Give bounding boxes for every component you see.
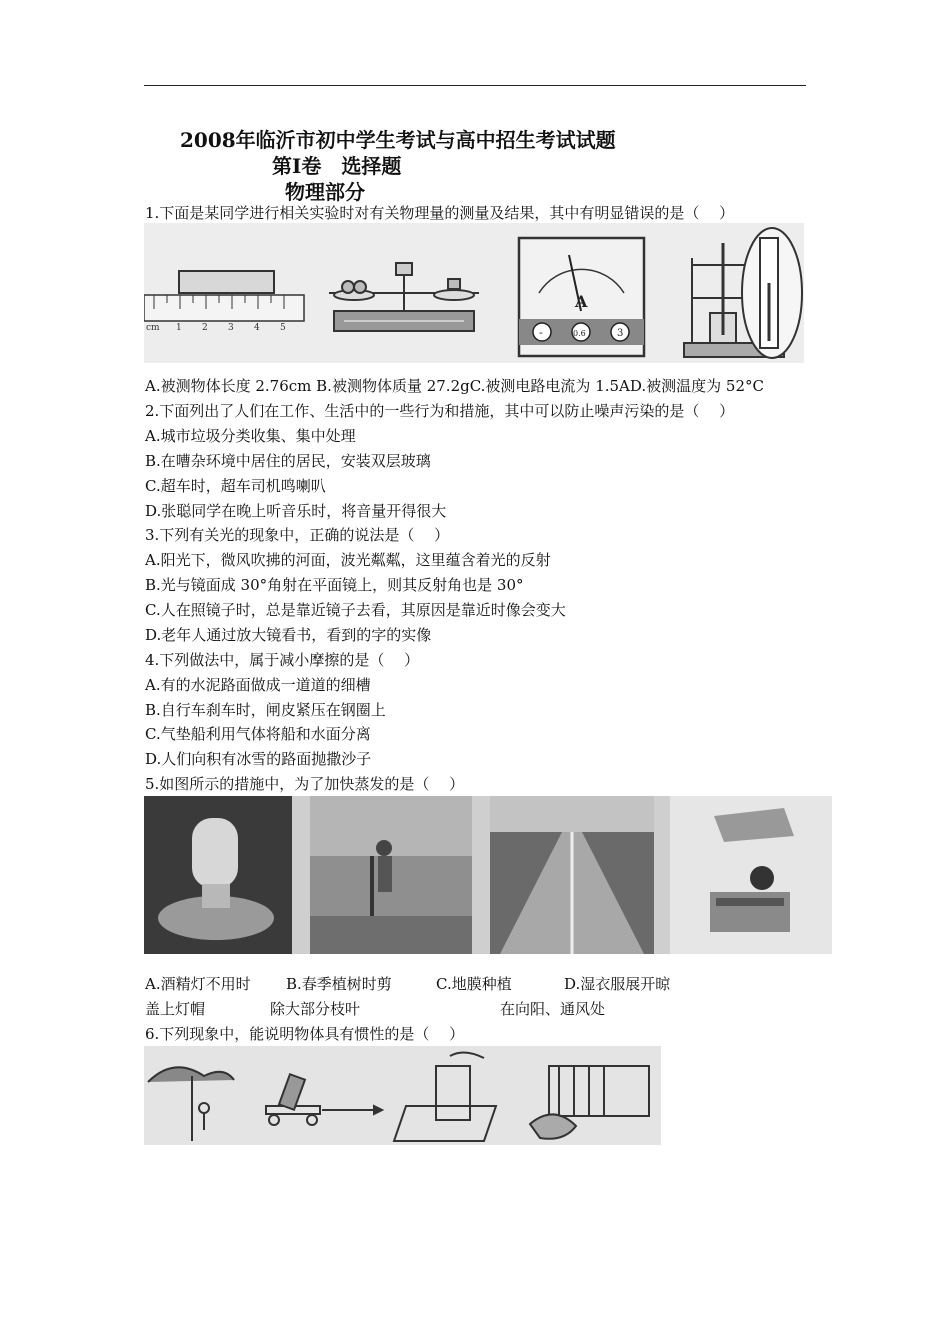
q5-stem: 5.如图所示的措施中，为了加快蒸发的是（ ） [145, 775, 465, 793]
exam-title: 2008年临沂市初中学生考试与高中招生考试试题 [180, 128, 616, 152]
ammeter-terminal: 3 [617, 328, 624, 339]
ruler-tick-label: 1 [176, 323, 182, 333]
q4-option-d: D.人们向积有冰雪的路面抛撒沙子 [145, 750, 372, 768]
q5-option-c: C.地膜种植 [436, 975, 512, 993]
q1-stem: 1.下面是某同学进行相关实验时对有关物理量的测量及结果，其中有明显错误的是（ ） [145, 204, 735, 222]
volume-title: 第Ⅰ卷 选择题 [272, 154, 402, 178]
ruler-unit: cm [146, 323, 160, 333]
ammeter-label: A [575, 292, 588, 311]
q1-figure [144, 223, 804, 363]
q3-stem: 3.下列有关光的现象中，正确的说法是（ ） [145, 526, 450, 544]
card-cup-sketch [394, 1052, 496, 1141]
ruler-tick-label: 2 [202, 323, 208, 333]
q5-option-a-line2: 盖上灯帽 [145, 1000, 206, 1018]
q2-option-a: A.城市垃圾分类收集、集中处理 [145, 427, 356, 445]
ruler-tick-label: 5 [280, 323, 286, 333]
q6-figure [144, 1046, 661, 1145]
ammeter-figure [519, 238, 644, 356]
cart-block-sketch [266, 1074, 382, 1125]
ammeter-terminal: 0.6 [573, 329, 586, 338]
q3-option-d: D.老年人通过放大镜看书，看到的字的实像 [145, 626, 432, 644]
q5-option-d-line2: 在向阳、通风处 [500, 1000, 606, 1018]
q2-option-d: D.张聪同学在晚上听音乐时，将音量开得很大 [145, 502, 447, 520]
q2-option-b: B.在嘈杂环境中居住的居民，安装双层玻璃 [145, 452, 431, 470]
thermometer-figure [684, 228, 802, 358]
q6-stem: 6.下列现象中，能说明物体具有惯性的是（ ） [145, 1025, 465, 1043]
q5-option-b-line2: 除大部分枝叶 [270, 1000, 361, 1018]
q5-figure [144, 796, 832, 954]
q2-option-c: C.超车时，超车司机鸣喇叭 [145, 477, 326, 495]
q4-option-a: A.有的水泥路面做成一道道的细槽 [145, 676, 371, 694]
plastic-mulch-photo [490, 796, 654, 954]
q3-option-a: A.阳光下，微风吹拂的河面，波光粼粼，这里蕴含着光的反射 [145, 551, 551, 569]
alcohol-lamp-photo [144, 796, 292, 954]
shaking-tree-sketch [148, 1067, 234, 1141]
ruler-figure [144, 271, 304, 333]
q5-option-a-line1: A.酒精灯不用时 [145, 975, 251, 993]
q1-options: A.被测物体长度 2.76cm B.被测物体质量 27.2gC.被测电路电流为 1.5AD.被测温度为 52°C [145, 377, 764, 395]
q5-option-b-line1: B.春季植树时剪 [286, 975, 392, 993]
ruler-tick-label: 4 [254, 323, 260, 333]
drying-clothes-photo [670, 796, 832, 954]
balance-figure [329, 263, 479, 331]
q4-stem: 4.下列做法中，属于减小摩擦的是（ ） [145, 651, 420, 669]
q5-option-d-line1: D.湿衣服展开晾 [564, 975, 671, 993]
q4-option-c: C.气垫船利用气体将船和水面分离 [145, 725, 371, 743]
dust-beating-sketch [530, 1066, 649, 1139]
ruler-tick-label: 3 [228, 323, 234, 333]
q4-option-b: B.自行车刹车时，闸皮紧压在钢圈上 [145, 701, 386, 719]
tree-planting-photo [310, 796, 472, 954]
q3-option-b: B.光与镜面成 30°角射在平面镜上，则其反射角也是 30° [145, 576, 524, 594]
q2-stem: 2.下面列出了人们在工作、生活中的一些行为和措施，其中可以防止噪声污染的是（ ） [145, 402, 735, 420]
ammeter-terminal: - [539, 326, 543, 339]
section-title: 物理部分 [285, 180, 365, 204]
header-rule [144, 85, 806, 86]
q3-option-c: C.人在照镜子时，总是靠近镜子去看，其原因是靠近时像会变大 [145, 601, 566, 619]
